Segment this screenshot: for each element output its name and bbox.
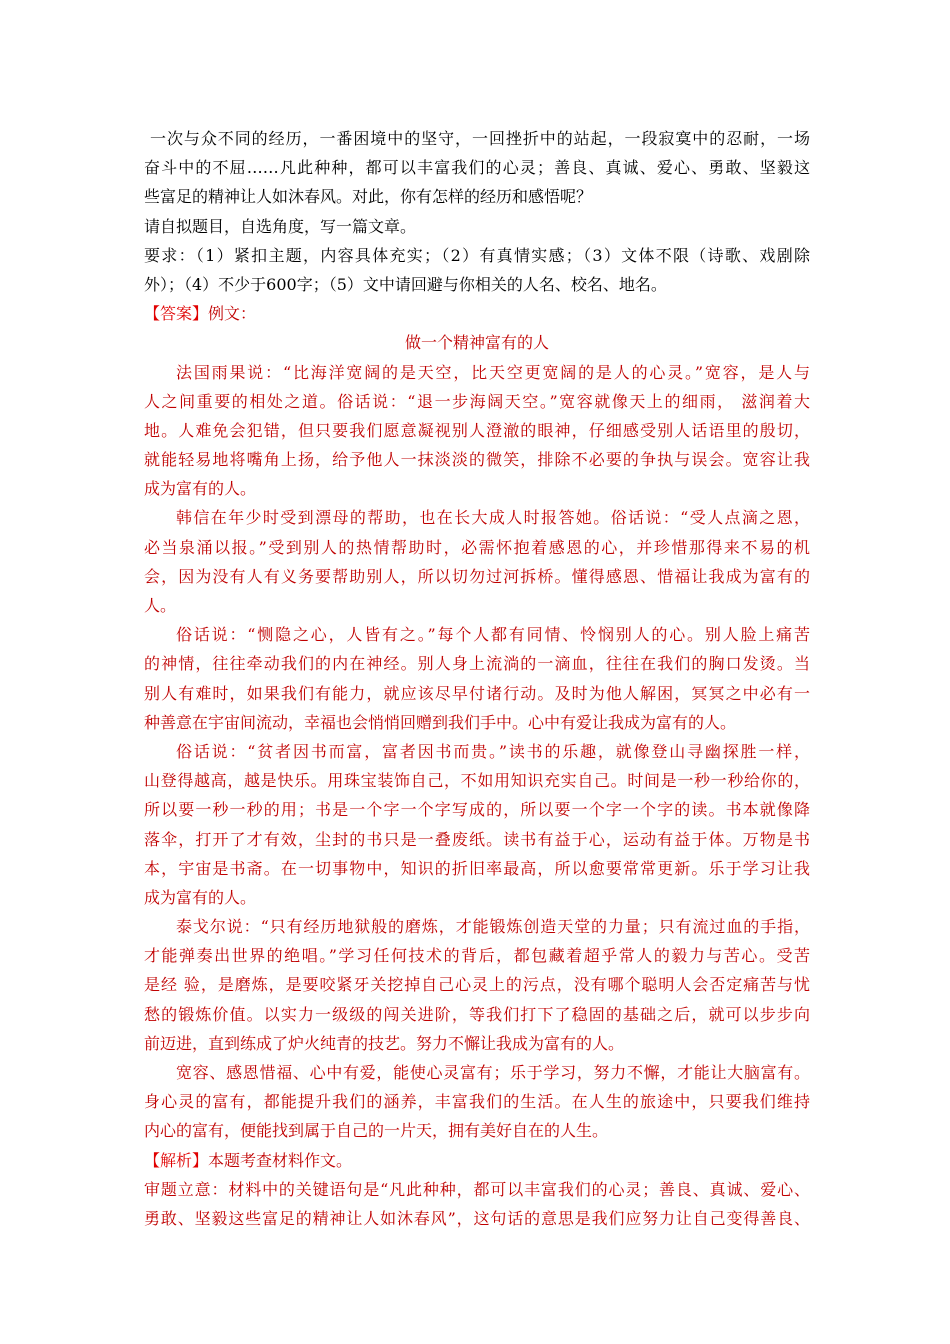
essay-line: 的神情，往往牵动我们的内在神经。别人身上流淌的一滴血，往往在我们的胸口发烫。当 (144, 654, 810, 674)
essay-line: 内心的富有，便能找到属于自己的一片天，拥有美好自在的人生。 (144, 1121, 609, 1141)
prompt-instruction: 请自拟题目，自选角度，写一篇文章。 (144, 216, 417, 236)
essay-line: 本，宇宙是书斋。在一切事物中，知识的折旧率最高，所以愈要常常更新。乐于学习让我 (144, 858, 810, 878)
essay-paragraph (144, 912, 810, 1058)
answer-label-suffix: 例文： (208, 304, 257, 324)
essay-line: 成为富有的人。 (144, 479, 257, 499)
essay-paragraph (144, 737, 810, 912)
essay-line: 才能弹奏出世界的绝唱。”学习任何技术的背后，都包藏着超乎常人的毅力与苦心。受苦 (144, 946, 810, 966)
essay-line: 就能轻易地将嘴角上扬，给予他人一抹淡淡的微笑，排除不必要的争执与误会。宽容让我 (144, 450, 810, 470)
essay-line: 宽容、感恩惜福、心中有爱，能使心灵富有；乐于学习，努力不懈，才能让大脑富有。 (176, 1063, 810, 1082)
essay-line: 人。 (144, 596, 177, 615)
essay-line: 法国雨果说：“比海洋宽阔的是天空，比天空更宽阔的是人的心灵。”宽容，是人与 (176, 362, 810, 382)
prompt-material (144, 124, 810, 212)
prompt-material-line: 一次与众不同的经历，一番困境中的坚守，一回挫折中的站起，一段寂寞中的忍耐，一场 (150, 129, 810, 148)
essay-line: 别人有难时，如果我们有能力，就应该尽早付诸行动。及时为他人解困，冥冥之中必有一 (144, 683, 810, 703)
analysis-line: 审题立意：材料中的关键语句是“凡此种种，都可以丰富我们的心灵；善良、真诚、爱心、 (144, 1179, 810, 1199)
essay-line: 是经 验，是磨炼，是要咬紧牙关挖掉自己心灵上的污点，没有哪个聪明人会否定痛苦与忧 (144, 975, 810, 995)
analysis-label-line (144, 1146, 810, 1175)
analysis-bracket-label: 【解析】 (144, 1150, 209, 1170)
essay-line: 成为富有的人。 (144, 887, 257, 907)
essay-line: 俗话说：“贫者因书而富，富者因书而贵。”读书的乐趣，就像登山寻幽探胜一样， (176, 741, 810, 761)
essay-title: 做一个精神富有的人 (404, 333, 549, 353)
prompt-requirement-line: 外）；（4）不少于600字；（5）文中请回避与你相关的人名、校名、地名。 (144, 274, 667, 294)
analysis-label-suffix: 本题考查材料作文。 (208, 1150, 353, 1170)
prompt-material-line: 些富足的精神让人如沐春风。对此，你有怎样的经历和感悟呢？ (144, 187, 593, 207)
essay-line: 所以要一秒一秒的用；书是一个字一个字写成的，所以要一个字一个字的读。书本就像降 (144, 800, 810, 820)
essay-line: 必当泉涌以报。”受到别人的热情帮助时，必需怀抱着感恩的心，并珍惜那得来不易的机 (144, 537, 810, 557)
prompt-material-line: 奋斗中的不屈……凡此种种，都可以丰富我们的心灵；善良、真诚、爱心、勇敢、坚毅这 (144, 158, 810, 178)
essay-paragraph (144, 1058, 810, 1146)
prompt-requirements (144, 241, 810, 299)
document-page (144, 124, 810, 1233)
essay-line: 泰戈尔说：“只有经历地狱般的磨炼，才能锻炼创造天堂的力量；只有流过血的手指， (176, 917, 810, 937)
essay-line: 前迈进，直到练成了炉火纯青的技艺。努力不懈让我成为富有的人。 (144, 1033, 625, 1053)
essay-line: 落伞，打开了才有效，尘封的书只是一叠废纸。读书有益于心，运动有益于体。万物是书 (144, 829, 810, 849)
analysis-line: 勇敢、坚毅这些富足的精神让人如沐春风”，这句话的意思是我们应努力让自己变得善良、 (144, 1208, 810, 1228)
essay-line: 山登得越高，越是快乐。用珠宝装饰自己，不如用知识充实自己。时间是一秒一秒给你的， (144, 771, 810, 791)
essay-paragraph (144, 620, 810, 737)
prompt-requirement-line: 要求：（1）紧扣主题，内容具体充实；（2）有真情实感；（3）文体不限（诗歌、戏剧除 (144, 245, 810, 265)
answer-label-line (144, 299, 810, 328)
essay-line: 地。人难免会犯错，但只要我们愿意凝视别人澄澈的眼神，仔细感受别人话语里的殷切， (144, 420, 810, 440)
essay-line: 人之间重要的相处之道。俗话说：“退一步海阔天空。”宽容就像天上的细雨， 滋润着大 (144, 391, 810, 411)
analysis-body (144, 1175, 810, 1233)
essay-paragraph (144, 503, 810, 620)
essay-line: 身心灵的富有，都能提升我们的涵养，丰富我们的生活。在人生的旅途中，只要我们维持 (144, 1092, 810, 1112)
essay-line: 种善意在宇宙间流动，幸福也会悄悄回赠到我们手中。心中有爱让我成为富有的人。 (144, 712, 737, 732)
essay-paragraph (144, 358, 810, 504)
essay-line: 俗话说：“恻隐之心，人皆有之。”每个人都有同情、怜悯别人的心。别人脸上痛苦 (176, 625, 810, 645)
essay-line: 愁的锻炼价值。以实力一级级的闯关进阶，等我们打下了稳固的基础之后，就可以步步向 (144, 1004, 810, 1024)
essay-line: 会，因为没有人有义务要帮助别人，所以切勿过河拆桥。懂得感恩、惜福让我成为富有的 (144, 566, 810, 586)
answer-bracket-label: 【答案】 (144, 304, 209, 324)
essay-line: 韩信在年少时受到漂母的帮助，也在长大成人时报答她。俗话说：“受人点滴之恩， (176, 508, 810, 528)
